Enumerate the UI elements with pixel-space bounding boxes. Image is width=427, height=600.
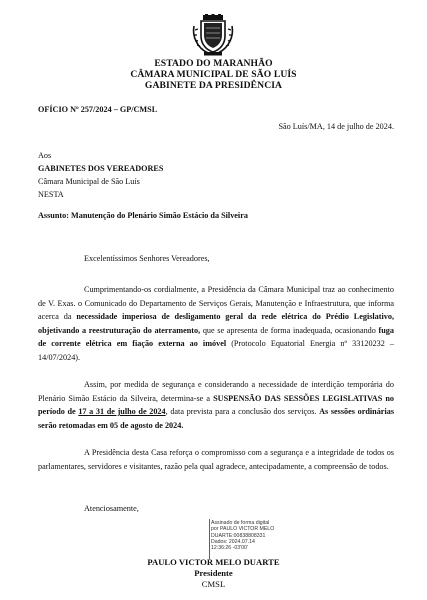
signer-org: CMSL [201,579,226,589]
stamp-line-3: DUARTE:00838808331 [211,532,266,539]
p1-text-e: (Protocolo Equatorial Energia nº 33120232 – 14/07/2024). [38,339,395,362]
subject-text: Manutenção do Plenário Simão Estácio da Silveira [71,211,248,220]
closing: Atenciosamente, [84,504,139,513]
subject-label: Assunto: [38,211,69,220]
paragraph-1 [38,283,394,364]
stamp-line-4: Dados: 2024.07.14 [211,538,255,545]
p1-text-bold-1: necessidade imperiosa de desligamento geral da rede elétrica do Prédio Legislativo, objetivando a reestruturação do aterramento, [38,312,395,335]
p1-text-a: Cumprimentando-os cordialmente, a Presidência da Câmara Municipal traz ao conhecimento de V. Exas. o Comunicado do Departamento de Serviços Gerais, Manutenção e Infraestrutura, que informa acerca da [38,285,394,321]
paragraph-3 [38,446,394,473]
p2-text-bold-2: As sessões ordinárias serão retomadas em 05 de agosto de 2024. [38,407,394,430]
oficio-number: OFÍCIO Nº 257/2024 – GP/CMSL [38,105,158,114]
stamp-line-1: Assinado de forma digital [211,520,270,526]
p2-text-d: , data prevista para a conclusão dos serviços. [165,407,320,416]
header-office: GABINETE DA PRESIDÊNCIA [144,80,283,91]
stamp-line-2: por PAULO VICTOR MELO [211,526,275,533]
signer-role: Presidente [194,568,233,578]
recipient-name: GABINETES DOS VEREADORES [38,164,164,173]
p2-text-bold-1: SUSPENSÃO DAS SESSÕES LEGISLATIVAS no período de [38,393,394,416]
recipient-place: NESTA [38,190,64,199]
subject-line [38,210,248,221]
p1-text-c: que se apresenta de forma inadequada, ocasionando [200,325,379,335]
p1-text-bold-2: fuga de corrente elétrica em fiação externa ao imóvel [38,325,394,348]
p3-text: A Presidência desta Casa reforça o compromisso com a segurança e a integridade de todos os parlamentares, servidores e visitantes, razão pela qual agradece, antecipadamente, a compreensão de todos. [38,448,394,471]
signer-name: PAULO VICTOR MELO DUARTE [147,557,280,567]
p2-text-a: Assim, por medida de segurança e considerando a necessidade de interdição temporária do Plenário Simão Estácio da Silveira, determina-se a [38,380,394,403]
date-line: São Luís/MA, 14 de julho de 2024. [278,122,394,131]
stamp-line-5: 12:36:26 -03'00' [211,545,248,552]
recipient-org: Câmara Municipal de São Luís [38,177,140,186]
coat-of-arms-icon [190,14,236,56]
signature-mark [209,519,210,559]
header-state: ESTADO DO MARANHÃO [154,58,273,69]
p2-text-dates: 17 a 31 de julho de 2024 [78,407,166,416]
paragraph-2 [38,378,394,432]
recipient-to: Aos [38,151,52,160]
header-chamber: CÂMARA MUNICIPAL DE SÃO LUÍS [130,69,297,80]
digital-signature-stamp [211,520,274,551]
salutation: Excelentíssimos Senhores Vereadores, [84,254,210,263]
